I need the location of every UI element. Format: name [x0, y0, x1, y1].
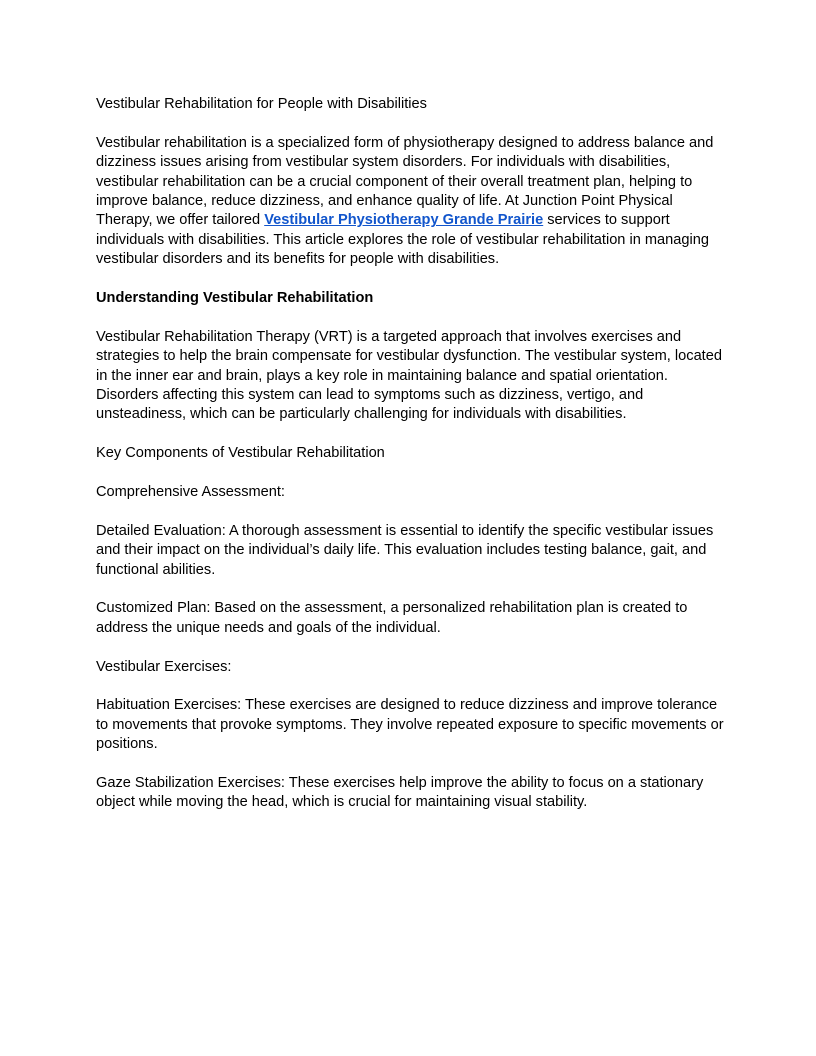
intro-text-after-link: services to support individuals with disabilities. This article explores the role of vestibular rehabilitation in managing vestibular disorders and its benefits for people with disabilities. — [96, 212, 709, 268]
intro-text-before-link: Vestibular rehabilitation is a specialized form of physiotherapy designed to address balance and dizziness issues arising from vestibular system disorders. For individuals with disabilities, vestibular rehabilitation can be a crucial component of their overall treatment plan, helping to improve balance, reduce dizziness, and enhance quality of life. At Junction Point Physical Therapy, we offer tailored — [96, 134, 714, 229]
vestibular-physiotherapy-link[interactable]: Vestibular Physiotherapy Grande Prairie — [264, 212, 544, 229]
assessment-heading: Comprehensive Assessment: — [96, 484, 285, 501]
customized-plan-paragraph: Customized Plan: Based on the assessment, a personalized rehabilitation plan is created to address the unique needs and goals of the individual. — [96, 600, 688, 636]
vrt-paragraph: Vestibular Rehabilitation Therapy (VRT) is a targeted approach that involves exercises and strategies to help the brain compensate for vestibular dysfunction. The vestibular system, located in the inner ear and brain, plays a key role in maintaining balance and spatial orientation. Disorders affecting this system can lead to symptoms such as dizziness, vertigo, and unsteadiness, which can be particularly challenging for individuals with disabilities. — [96, 328, 722, 423]
exercises-heading: Vestibular Exercises: — [96, 658, 232, 675]
key-components-heading: Key Components of Vestibular Rehabilitation — [96, 445, 385, 462]
gaze-stabilization-paragraph: Gaze Stabilization Exercises: These exercises help improve the ability to focus on a stationary object while moving the head, which is crucial for maintaining visual stability. — [96, 775, 704, 811]
document-title: Vestibular Rehabilitation for People with Disabilities — [96, 96, 427, 112]
detailed-evaluation-paragraph: Detailed Evaluation: A thorough assessment is essential to identify the specific vestibular issues and their impact on the individual’s daily life. This evaluation includes testing balance, gait, and functional abilities. — [96, 522, 714, 578]
habituation-paragraph: Habituation Exercises: These exercises are designed to reduce dizziness and improve tolerance to movements that provoke symptoms. They involve repeated exposure to specific movements or positions. — [96, 697, 724, 753]
section-heading: Understanding Vestibular Rehabilitation — [96, 290, 374, 307]
intro-paragraph — [96, 134, 726, 270]
document-page — [96, 95, 726, 832]
